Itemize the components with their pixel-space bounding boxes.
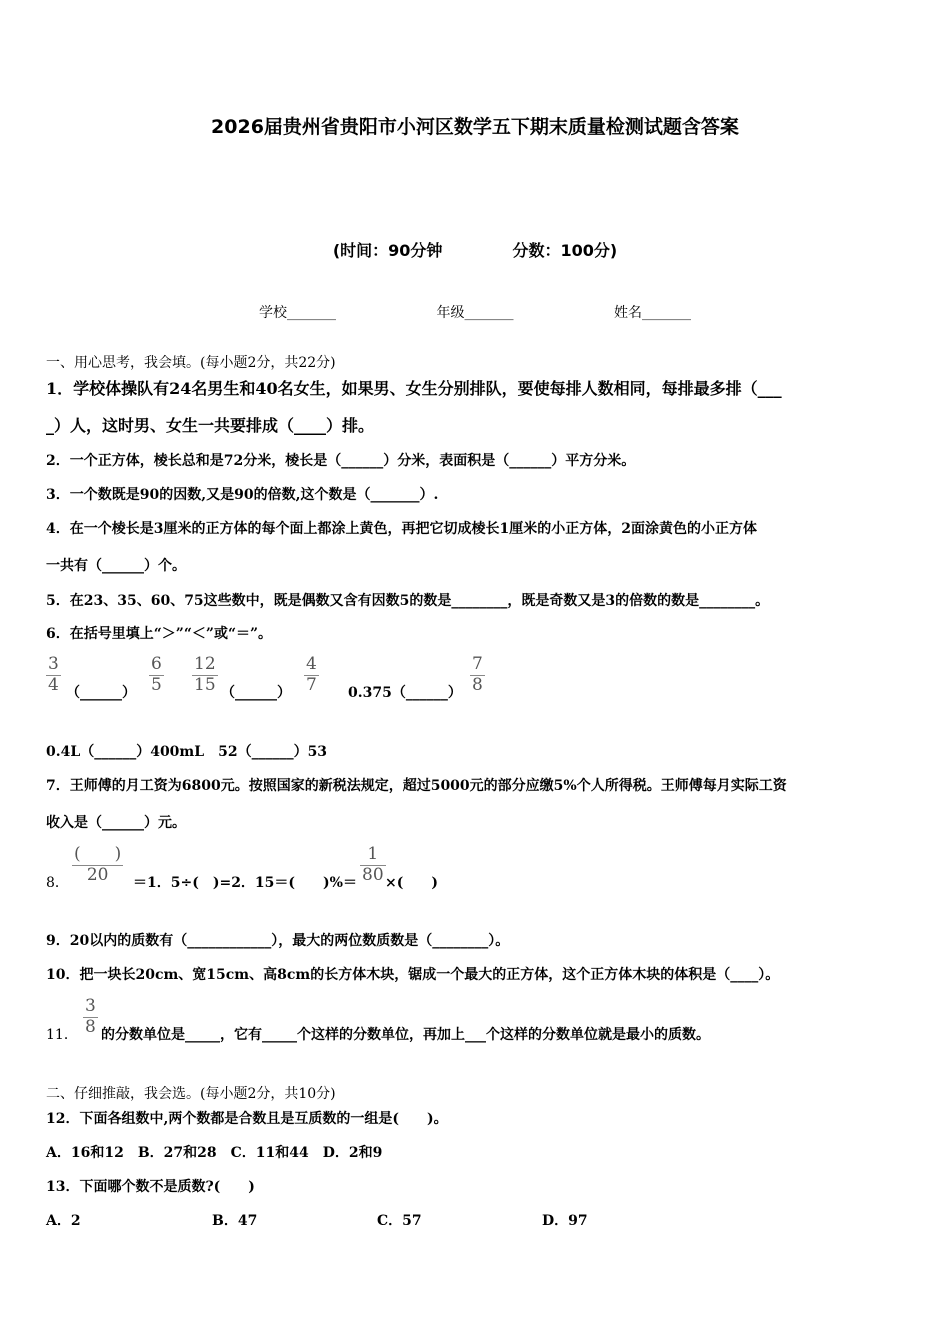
fraction-7-8: $\frac{7}{8}$ (472, 654, 483, 695)
fraction-3-8: $\frac{3}{8}$ (85, 996, 96, 1037)
fraction-3-4: $\frac{3}{4}$ (48, 654, 59, 695)
question-7-line1: 7．王师傅的月工资为6800元。按照国家的新税法规定，超过5000元的部分应缴5%个人所得税。王师傅每月实际工资 (46, 778, 787, 794)
score-info: 分数：100分) (512, 241, 618, 260)
question-8-equation: ＝1．5÷( )=2．15＝( )%＝ (133, 875, 357, 891)
question-12: 12．下面各组数中,两个数都是合数且是互质数的一组是( )。 (46, 1111, 448, 1127)
question-3: 3．一个数既是90的因数,又是90的倍数,这个数是（_______）. (46, 487, 439, 503)
grade-field[interactable]: 年级_______ (436, 305, 514, 321)
fraction-blank-20: ( ) 20 (74, 844, 122, 885)
question-13: 13．下面哪个数不是质数?( ) (46, 1179, 255, 1195)
decimal-compare[interactable]: 0.375（______） (348, 685, 462, 701)
question-7-line2: 收入是（______）元。 (46, 815, 186, 831)
time-info: (时间：90分钟 (332, 241, 443, 260)
option-c[interactable]: C．57 (377, 1213, 422, 1229)
option-a[interactable]: A．2 (46, 1213, 81, 1229)
question-6: 6．在括号里填上“＞”“＜”或“＝”。 (46, 626, 273, 642)
fraction-4-7: $\frac{4}{7}$ (306, 654, 317, 695)
fraction-12-15: $\frac{12}{15}$ (194, 654, 216, 695)
question-1-line2: _）人，这时男、女生一共要排成（____）排。 (46, 416, 375, 435)
question-5: 5．在23、35、60、75这些数中，既是偶数又含有因数5的数是________，既是奇数又是3的倍数的数是________。 (46, 593, 770, 609)
question-8-end: ×( ) (385, 875, 438, 891)
question-11-number: 11． (46, 1027, 78, 1043)
exam-info (0, 238, 950, 261)
fraction-6-5: $\frac{6}{5}$ (151, 654, 162, 695)
option-d[interactable]: D．97 (542, 1213, 588, 1229)
school-field[interactable]: 学校_______ (259, 305, 337, 321)
name-field[interactable]: 姓名_______ (613, 305, 691, 321)
question-2: 2．一个正方体，棱长总和是72分米，棱长是（______）分米，表面积是（______）平方分米。 (46, 453, 636, 469)
option-b[interactable]: B．47 (212, 1213, 258, 1229)
question-11-text: 的分数单位是_____，它有_____个这样的分数单位，再加上___个这样的分数单位就是最小的质数。 (101, 1027, 710, 1043)
question-1-line1: 1．学校体操队有24名男生和40名女生，如果男、女生分别排队，要使每排人数相同，每排最多排（___ (46, 379, 782, 398)
blank-1[interactable]: （______） (66, 685, 136, 701)
question-12-options[interactable]: A．16和12 B．27和28 C．11和44 D．2和9 (46, 1145, 383, 1161)
student-fields (0, 302, 950, 322)
question-6-row2: 0.4L（______）400mL 52（______）53 (46, 744, 328, 760)
section2-header: 二、仔细推敲，我会选。(每小题2分，共10分) (46, 1086, 336, 1102)
question-8-number: 8． (46, 875, 69, 891)
page-title: 2026届贵州省贵阳市小河区数学五下期末质量检测试题含答案 (211, 116, 739, 138)
question-10: 10．把一块长20cm、宽15cm、高8cm的长方体木块，锯成一个最大的正方体，这个正方体木块的体积是（____）。 (46, 967, 780, 983)
blank-2[interactable]: （______） (221, 685, 291, 701)
question-4-line1: 4．在一个棱长是3厘米的正方体的每个面上都涂上黄色，再把它切成棱长1厘米的小正方体，2面涂黄色的小正方体 (46, 521, 757, 537)
question-9: 9．20以内的质数有（____________），最大的两位数质数是（________）。 (46, 933, 510, 949)
question-4-line2: 一共有（______）个。 (46, 558, 186, 574)
fraction-1-80: $\frac{1}{80}$ (362, 844, 384, 885)
section1-header: 一、用心思考，我会填。(每小题2分，共22分) (46, 355, 336, 371)
